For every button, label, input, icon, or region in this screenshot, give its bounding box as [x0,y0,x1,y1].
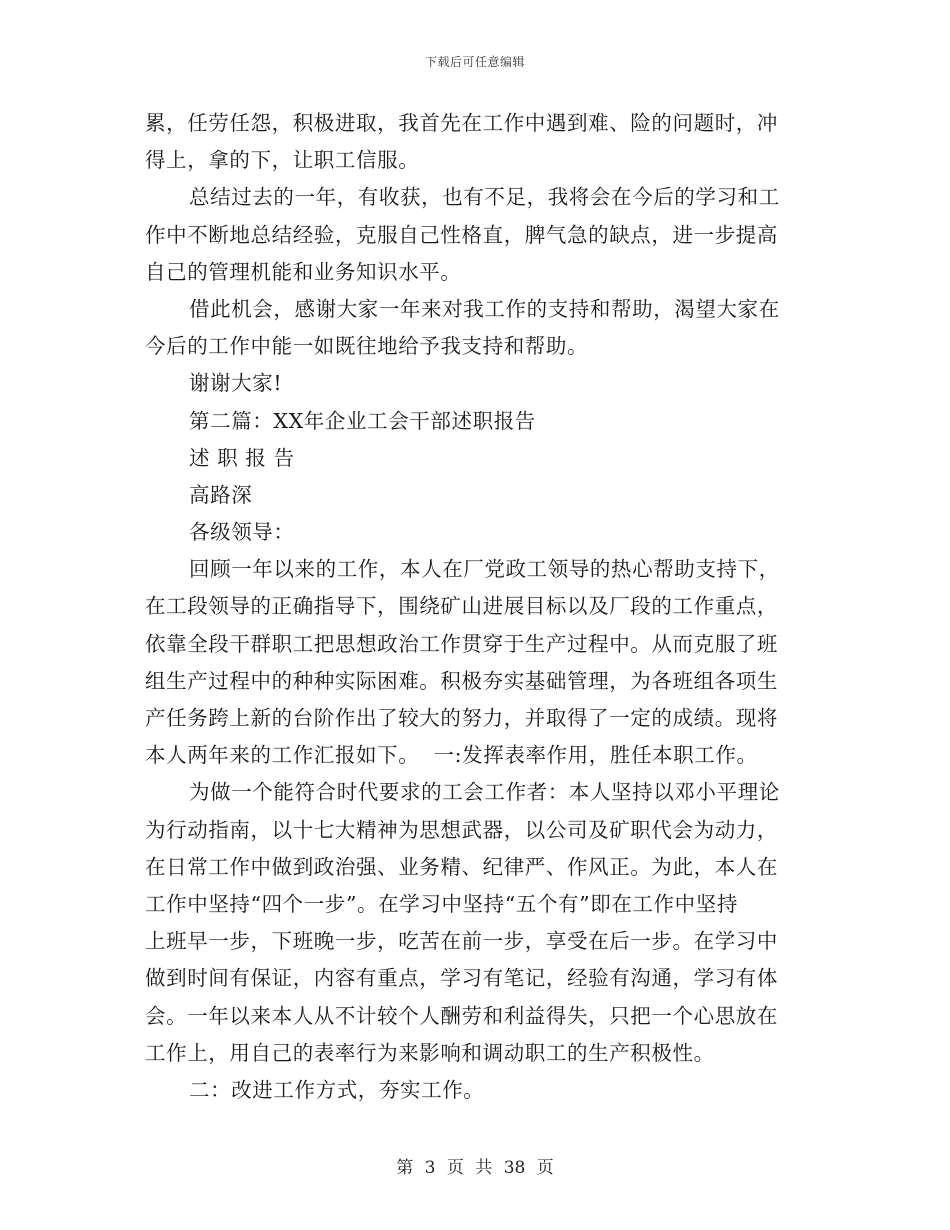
author-name: 高路深 [189,482,253,507]
text-line: 为做一个能符合时代要求的工会工作者：本人坚持以邓小平理论 [189,780,780,805]
text-line: 借此机会，感谢大家一年来对我工作的支持和帮助，渴望大家在 [189,296,780,321]
text-line: 累，任劳任怨，积极进取，我首先在工作中遇到难、险的问题时，冲 [145,111,778,135]
text-line: 总结过去的一年，有收获，也有不足，我将会在今后的学习和工 [189,185,780,210]
text-line: 依靠全段干群职工把思想政治工作贯穿于生产过程中。从而克服了班 [145,631,778,656]
text-line: 得上，拿的下，让职工信服。 [145,148,420,173]
text-line: 做到时间有保证，内容有重点，学习有笔记，经验有沟通，学习有体 [145,966,778,991]
page-footer: 第 3 页 共 38 页 [396,1158,554,1178]
salutation: 各级领导： [189,520,295,545]
text-line: 会。一年以来本人从不计较个人酬劳和利益得失，只把一个心思放在 [145,1003,778,1028]
text-line: 为行动指南，以十七大精神为思想武器，以公司及矿职代会为动力， [145,817,778,842]
text-line: 在日常工作中做到政治强、业务精、纪律严、作风正。为此，本人在 [145,854,778,879]
text-line: 自己的管理机能和业务知识水平。 [145,259,462,284]
text-line: 组生产过程中的种种实际困难。积极夯实基础管理，为各班组各项生 [145,668,778,693]
text-line: 回顾一年以来的工作，本人在厂党政工领导的热心帮助支持下， [189,557,780,582]
text-line: 产任务跨上新的台阶作出了较大的努力，并取得了一定的成绩。现将 [145,706,778,730]
report-title: 述 职 报 告 [189,445,295,470]
text-line: 二：改进工作方式，夯实工作。 [189,1077,485,1102]
text-line: 作中不断地总结经验，克服自己性格直，脾气急的缺点，进一步提高 [145,222,778,247]
section-heading: 第二篇：XX年企业工会干部述职报告 [189,408,536,433]
page-header: 下载后可任意编辑 [424,55,525,69]
text-line: 今后的工作中能一如既往地给予我支持和帮助。 [145,334,589,359]
text-line: 工作中坚持“四个一步”。在学习中坚持“五个有”即在工作中坚持 [145,891,738,916]
text-line: 本人两年来的工作汇报如下。 一:发挥表率作用，胜任本职工作。 [145,743,758,768]
text-line: 在工段领导的正确指导下，围绕矿山进展目标以及厂段的工作重点， [145,594,778,619]
text-line: 上班早一步，下班晚一步，吃苦在前一步，享受在后一步。在学习中 [145,929,778,954]
document-body [145,105,810,1109]
text-line: 工作上，用自己的表率行为来影响和调动职工的生产积极性。 [145,1040,715,1065]
text-line: 谢谢大家! [189,371,283,396]
